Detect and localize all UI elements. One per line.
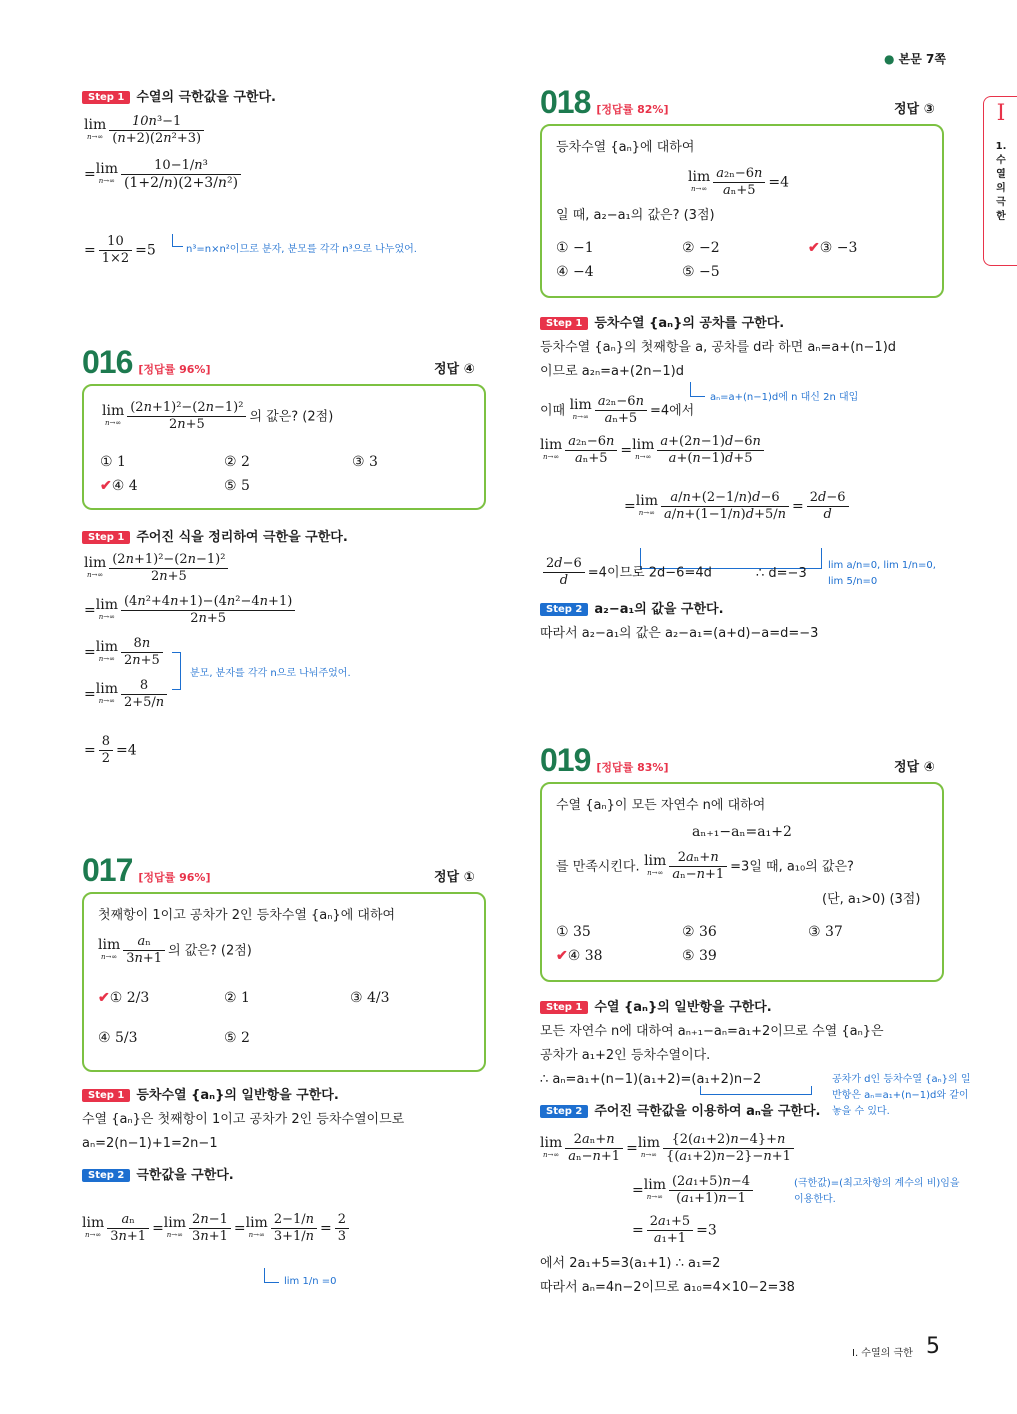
question-019-eq: aₙ₊₁−aₙ=a₁+2: [692, 824, 792, 840]
choice-5[interactable]: ⑤ −5: [682, 264, 720, 280]
p016-eq1: lim n→∞ $\frac{\text{(2n+1)²−(2n−1)²}}{2n+5}$: [84, 552, 231, 585]
p016-eq5: = $\frac{8}{2}$ =4: [84, 734, 137, 766]
step2-badge: Step 2: [540, 1105, 588, 1118]
top-eq3: = $\frac{10}{1\times 2}$ =5: [84, 234, 156, 266]
problem-019-box: [540, 782, 944, 982]
problem-017-box: [82, 892, 486, 1072]
p018-eq3: $\frac{2d-6}{d}$ =4이므로 2d−6=4d: [540, 556, 712, 589]
choice-4[interactable]: ✔④ 4: [100, 478, 138, 494]
question-019: 수열 {aₙ}이 모든 자연수 n에 대하여: [556, 798, 766, 813]
p016-eq3: = lim n→∞ $\frac{8n}{2n+5}$: [84, 636, 166, 669]
side-tab-roman: I: [996, 101, 1006, 126]
note-connector: [264, 1268, 279, 1283]
p019-note2: (극한값)=(최고차항의 계수의 비)임을 이용한다.: [794, 1178, 960, 1205]
choice-5[interactable]: ⑤ 39: [682, 948, 717, 964]
answer-label: 정답 ④: [434, 362, 475, 377]
p016-step1-heading: [82, 526, 348, 545]
choice-5[interactable]: ⑤ 5: [224, 478, 250, 494]
p019-eq2: = lim n→∞ $\frac{\text{(2a₁+5)n−4}}{\text{(a₁+1)n−1}}$: [632, 1174, 756, 1207]
step1-title: 주어진 식을 정리하여 극한을 구한다.: [136, 530, 348, 545]
problem-016-box: [82, 384, 486, 510]
p019-eq1: lim n→∞ $\frac{\text{2aₙ+n}}{\text{aₙ−n+1}}$ = lim n→∞ $\frac{\text{\{2(a₁+2)n−4\}+n}}{\text{\{(a₁+2)n−2\}−n+1}}$: [540, 1132, 797, 1165]
page-number: 5: [926, 1334, 940, 1359]
p017-step2-heading: [82, 1164, 234, 1183]
footer-chapter: Ⅰ. 수열의 극한: [852, 1348, 913, 1359]
top-eq1: lim n→∞ $\frac{\text{10n³−1}}{\text{(n+2)(2n²+3)}}$: [84, 114, 207, 147]
p018-step1-heading: [540, 312, 784, 331]
problem-016-header: [82, 344, 210, 381]
step1-badge: Step 1: [82, 91, 130, 104]
correct-rate: [정답률 82%]: [596, 103, 669, 116]
problem-018-header: [540, 84, 668, 121]
checkmark-icon: ✔: [100, 478, 112, 494]
checkmark-icon: ✔: [556, 948, 568, 964]
p018-note1: aₙ=a+(n−1)d에 n 대신 2n 대입: [710, 392, 859, 403]
choice-2[interactable]: ② −2: [682, 240, 720, 256]
choice-3[interactable]: ③ 4/3: [350, 990, 390, 1006]
choice-2[interactable]: ② 36: [682, 924, 717, 940]
choice-3[interactable]: ③ 37: [808, 924, 843, 940]
question-018-limit: lim n→∞ $\frac{\text{a₂ₙ−6n}}{\text{aₙ+5}}$ =4: [688, 166, 790, 198]
correct-rate: [정답률 96%]: [138, 871, 211, 884]
question-018-tail: 일 때, a₂−a₁의 값은? (3점): [556, 208, 715, 223]
question-018: 등차수열 {aₙ}에 대하여: [556, 140, 695, 155]
p018-eq2: = lim n→∞ $\frac{a/n+(2-1/n)d-6}{a/n+(1-1/n)d+5/n}$ = $\frac{2d-6}{d}$: [624, 490, 852, 523]
choice-4[interactable]: ✔④ 38: [556, 948, 603, 964]
answer-label: 정답 ④: [894, 760, 935, 775]
problem-019-header: [540, 742, 668, 779]
choice-4[interactable]: ④ −4: [556, 264, 594, 280]
side-tab-chapter: 1. 수 열 의 극 한: [995, 141, 1007, 222]
step2-title: 극한값을 구한다.: [136, 1168, 234, 1183]
question-019-condition: (단, a₁>0) (3점): [822, 892, 921, 907]
question-016: lim n→∞ $\frac{\text{(2n+1)²−(2n−1)²}}{2n+5}$ 의 값은? (2점): [102, 400, 334, 432]
checkmark-icon: ✔: [808, 240, 820, 256]
step1-title: 등차수열 {aₙ}의 일반항을 구한다.: [136, 1088, 339, 1103]
note-connector: [700, 1086, 812, 1095]
choice-3[interactable]: ✔③ −3: [808, 240, 858, 256]
p017-note: lim 1/n =0: [284, 1276, 337, 1287]
note-bracket: [172, 652, 181, 690]
problem-number: 016: [82, 344, 133, 380]
choice-1[interactable]: ① −1: [556, 240, 594, 256]
question-017-limit: lim n→∞ $\frac{\text{aₙ}}{3n+1}$ 의 값은? (2점): [98, 934, 252, 966]
p019-note1: 공차가 d인 등차수열 {aₙ}의 일반항은 aₙ=a₁+(n−1)d와 같이 놓을 수 있다.: [832, 1074, 971, 1117]
top-step1-heading: [82, 86, 276, 105]
step1-badge: Step 1: [540, 317, 588, 330]
correct-rate: [정답률 83%]: [596, 761, 669, 774]
top-note: n³=n×n²이므로 분자, 분모를 각각 n³으로 나누었어.: [186, 244, 417, 255]
step1-badge: Step 1: [82, 531, 130, 544]
p018-line5: 따라서 a₂−a₁의 값은 a₂−a₁=(a+d)−a=d=−3: [540, 626, 819, 641]
note-connector: [172, 234, 183, 247]
step2-badge: Step 2: [82, 1169, 130, 1182]
correct-rate: [정답률 96%]: [138, 363, 211, 376]
chapter-side-tab[interactable]: [983, 96, 1017, 266]
choice-5[interactable]: ⑤ 2: [224, 1030, 250, 1046]
choice-4[interactable]: ④ 5/3: [98, 1030, 138, 1046]
step2-title: 주어진 극한값을 이용하여 aₙ을 구한다.: [594, 1104, 821, 1119]
p019-line5: 따라서 aₙ=4n−2이므로 a₁₀=4×10−2=38: [540, 1280, 795, 1295]
top-eq2: = lim n→∞ $\frac{\text{10−1/n³}}{\text{(1+2/n)(2+3/n²)}}$: [84, 158, 244, 191]
p018-line1: 등차수열 {aₙ}의 첫째항을 a, 공차를 d라 하면 aₙ=a+(n−1)d: [540, 340, 897, 355]
choice-3[interactable]: ③ 3: [352, 454, 378, 470]
p018-line2: 이므로 a₂ₙ=a+(2n−1)d: [540, 364, 684, 379]
page-ref-text: 본문 7쪽: [898, 52, 946, 66]
p018-step2-heading: [540, 598, 724, 617]
step1-title: 수열 {aₙ}의 일반항을 구한다.: [594, 1000, 772, 1015]
p018-note2: lim a/n=0, lim 1/n=0, lim 5/n=0: [828, 560, 936, 587]
p019-line2: 공차가 a₁+2인 등차수열이다.: [540, 1048, 711, 1063]
p019-line1: 모든 자연수 n에 대하여 aₙ₊₁−aₙ=a₁+2이므로 수열 {aₙ}은: [540, 1024, 884, 1039]
step1-badge: Step 1: [540, 1001, 588, 1014]
answer-label: 정답 ③: [894, 102, 935, 117]
step1-title: 등차수열 {aₙ}의 공차를 구한다.: [594, 316, 785, 331]
step2-badge: Step 2: [540, 603, 588, 616]
circle-bullet-icon: ●: [884, 52, 895, 66]
p016-note: 분모, 분자를 각각 n으로 나눠주었어.: [190, 668, 351, 679]
p016-eq4: = lim n→∞ $\frac{8}{2+5/n}$: [84, 678, 170, 711]
problem-017-header: [82, 852, 210, 889]
question-017: 첫째항이 1이고 공차가 2인 등차수열 {aₙ}에 대하여: [98, 908, 396, 923]
answer-label: 정답 ①: [434, 870, 475, 885]
problem-018-box: [540, 124, 944, 298]
checkmark-icon: ✔: [98, 990, 110, 1006]
question-019-limit: 를 만족시킨다. lim n→∞ $\frac{\text{2aₙ+n}}{\text{aₙ−n+1}}$ =3일 때, a₁₀의 값은?: [556, 850, 854, 882]
choice-1[interactable]: ✔① 2/3: [98, 990, 150, 1006]
p017-eq1: lim n→∞ $\frac{\text{aₙ}}{3n+1}$ = lim n→∞ $\frac{2n-1}{3n+1}$ = lim n→∞ $\frac{2-1/n}{3+1/n}$ = $\frac{2}{3}$: [82, 1212, 352, 1245]
p019-step2-heading: [540, 1100, 820, 1119]
p019-eq3: = $\frac{\text{2a₁+5}}{\text{a₁+1}}$ =3: [632, 1214, 717, 1246]
p017-line1: 수열 {aₙ}은 첫째항이 1이고 공차가 2인 등차수열이므로: [82, 1112, 405, 1127]
problem-number: 018: [540, 84, 591, 120]
problem-number: 017: [82, 852, 133, 888]
p019-line3: ∴ aₙ=a₁+(n−1)(a₁+2)=(a₁+2)n−2: [540, 1072, 762, 1087]
step1-badge: Step 1: [82, 1089, 130, 1102]
choice-1[interactable]: ① 1: [100, 454, 126, 470]
page-ref: [884, 50, 946, 67]
choice-2[interactable]: ② 1: [224, 990, 250, 1006]
p016-eq2: = lim n→∞ $\frac{\text{(4n²+4n+1)−(4n²−4n+1)}}{2n+5}$: [84, 594, 298, 627]
choice-1[interactable]: ① 35: [556, 924, 591, 940]
problem-number: 019: [540, 742, 591, 778]
p019-step1-heading: [540, 996, 772, 1015]
p017-step1-heading: [82, 1084, 339, 1103]
choice-2[interactable]: ② 2: [224, 454, 250, 470]
step2-title: a₂−a₁의 값을 구한다.: [594, 602, 724, 617]
step1-title: 수열의 극한값을 구한다.: [136, 90, 276, 105]
p019-line4: 에서 2a₁+5=3(a₁+1) ∴ a₁=2: [540, 1256, 721, 1271]
p018-line3: 이때 lim n→∞ $\frac{\text{a₂ₙ−6n}}{\text{aₙ+5}}$ =4에서: [540, 394, 695, 426]
p017-line2: aₙ=2(n−1)+1=2n−1: [82, 1136, 218, 1151]
p018-eq1: lim n→∞ $\frac{\text{a₂ₙ−6n}}{\text{aₙ+5}}$ = lim n→∞ $\frac{a+(2n-1)d-6n}{a+(n-1)d+5}$: [540, 434, 767, 467]
p018-line4b: ∴ d=−3: [756, 566, 807, 581]
